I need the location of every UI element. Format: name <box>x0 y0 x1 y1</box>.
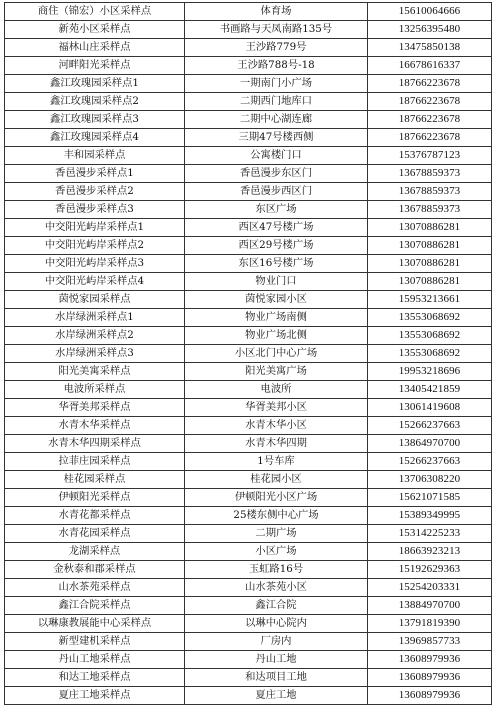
sampling-location: 鑫江合院 <box>185 597 368 615</box>
table-row <box>5 255 492 273</box>
table-row <box>5 489 492 507</box>
table-row <box>5 615 492 633</box>
contact-phone: 13884970700 <box>368 597 492 615</box>
table-row <box>5 327 492 345</box>
sampling-location: 东区广场 <box>185 201 368 219</box>
table-row <box>5 183 492 201</box>
contact-phone: 13706308220 <box>368 471 492 489</box>
sampling-point-name: 水岸绿洲采样点1 <box>5 309 185 327</box>
contact-phone: 13608979936 <box>368 651 492 669</box>
sampling-location: 1号车库 <box>185 453 368 471</box>
sampling-point-name: 水青木华四期采样点 <box>5 435 185 453</box>
table-row <box>5 21 492 39</box>
contact-phone: 15621071585 <box>368 489 492 507</box>
table-row <box>5 93 492 111</box>
contact-phone: 13864970700 <box>368 435 492 453</box>
sampling-point-name: 拉菲庄园采样点 <box>5 453 185 471</box>
sampling-point-name: 新型建机采样点 <box>5 633 185 651</box>
sampling-point-name: 桂花园采样点 <box>5 471 185 489</box>
table-row <box>5 75 492 93</box>
sampling-point-name: 中交阳光屿岸采样点4 <box>5 273 185 291</box>
sampling-location: 香邑漫步西区门 <box>185 183 368 201</box>
table-row <box>5 273 492 291</box>
contact-phone: 18766223678 <box>368 75 492 93</box>
sampling-location: 丹山工地 <box>185 651 368 669</box>
contact-phone: 13256395480 <box>368 21 492 39</box>
sampling-point-name: 鑫江玫瑰园采样点2 <box>5 93 185 111</box>
table-row <box>5 309 492 327</box>
sampling-point-name: 香邑漫步采样点1 <box>5 165 185 183</box>
sampling-point-name: 水岸绿洲采样点2 <box>5 327 185 345</box>
sampling-location: 电波所 <box>185 381 368 399</box>
contact-phone: 18766223678 <box>368 111 492 129</box>
table-row <box>5 201 492 219</box>
table-row <box>5 543 492 561</box>
sampling-location: 物业广场北侧 <box>185 327 368 345</box>
sampling-point-name: 水岸绿洲采样点3 <box>5 345 185 363</box>
sampling-location: 小区北门中心广场 <box>185 345 368 363</box>
contact-phone: 15192629363 <box>368 561 492 579</box>
table-row <box>5 147 492 165</box>
table-row <box>5 381 492 399</box>
table-row <box>5 597 492 615</box>
table-row <box>5 471 492 489</box>
table-row <box>5 651 492 669</box>
sampling-point-name: 水青花都采样点 <box>5 507 185 525</box>
contact-phone: 13678859373 <box>368 201 492 219</box>
sampling-point-name: 金秋泰和郡采样点 <box>5 561 185 579</box>
table-row <box>5 507 492 525</box>
sampling-point-name: 阳光美寓采样点 <box>5 363 185 381</box>
table-row <box>5 291 492 309</box>
table-row <box>5 399 492 417</box>
contact-phone: 18766223678 <box>368 129 492 147</box>
table-row <box>5 111 492 129</box>
contact-phone: 13553068692 <box>368 327 492 345</box>
contact-phone: 13678859373 <box>368 183 492 201</box>
sampling-location: 一期南门小广场 <box>185 75 368 93</box>
sampling-location: 桂花园小区 <box>185 471 368 489</box>
sampling-location: 水青木华四期 <box>185 435 368 453</box>
sampling-location: 王沙路779号 <box>185 39 368 57</box>
sampling-point-name: 龙湖采样点 <box>5 543 185 561</box>
sampling-point-name: 中交阳光屿岸采样点2 <box>5 237 185 255</box>
table-row <box>5 435 492 453</box>
table-row <box>5 57 492 75</box>
table-row <box>5 687 492 705</box>
sampling-point-name: 丰和园采样点 <box>5 147 185 165</box>
sampling-point-name: 鑫江玫瑰园采样点1 <box>5 75 185 93</box>
table-row <box>5 363 492 381</box>
contact-phone: 15266237663 <box>368 417 492 435</box>
table-body <box>5 3 492 705</box>
table-row <box>5 525 492 543</box>
sampling-location: 书画路与天凤南路135号 <box>185 21 368 39</box>
contact-phone: 15376787123 <box>368 147 492 165</box>
table-row <box>5 219 492 237</box>
contact-phone: 19953218696 <box>368 363 492 381</box>
sampling-points-sheet <box>4 2 491 705</box>
sampling-point-name: 茵悦家园采样点 <box>5 291 185 309</box>
sampling-point-name: 和达工地采样点 <box>5 669 185 687</box>
sampling-point-name: 伊顿阳光采样点 <box>5 489 185 507</box>
sampling-location: 东区16号楼广场 <box>185 255 368 273</box>
sampling-point-name: 福林山庄采样点 <box>5 39 185 57</box>
sampling-location: 华胥美邦小区 <box>185 399 368 417</box>
sampling-point-name: 新苑小区采样点 <box>5 21 185 39</box>
sampling-location: 体育场 <box>185 3 368 21</box>
sampling-location: 物业广场南侧 <box>185 309 368 327</box>
sampling-point-name: 水青花园采样点 <box>5 525 185 543</box>
contact-phone: 13475850138 <box>368 39 492 57</box>
table-row <box>5 3 492 21</box>
sampling-location: 厂房内 <box>185 633 368 651</box>
sampling-location: 山水茶苑小区 <box>185 579 368 597</box>
sampling-point-name: 香邑漫步采样点3 <box>5 201 185 219</box>
sampling-point-name: 山水茶苑采样点 <box>5 579 185 597</box>
table-row <box>5 129 492 147</box>
sampling-point-name: 以琳康教展能中心采样点 <box>5 615 185 633</box>
contact-phone: 13070886281 <box>368 255 492 273</box>
sampling-point-name: 鑫江玫瑰园采样点3 <box>5 111 185 129</box>
sampling-point-name: 水青木华采样点 <box>5 417 185 435</box>
table-row <box>5 165 492 183</box>
contact-phone: 13969857733 <box>368 633 492 651</box>
contact-phone: 15610064666 <box>368 3 492 21</box>
contact-phone: 13608979936 <box>368 669 492 687</box>
sampling-location: 玉虹路16号 <box>185 561 368 579</box>
contact-phone: 15314225233 <box>368 525 492 543</box>
sampling-location: 二期西门地库口 <box>185 93 368 111</box>
contact-phone: 13070886281 <box>368 219 492 237</box>
sampling-point-name: 鑫江合院采样点 <box>5 597 185 615</box>
sampling-location: 阳光美寓广场 <box>185 363 368 381</box>
sampling-location: 三期47号楼西侧 <box>185 129 368 147</box>
contact-phone: 18663923213 <box>368 543 492 561</box>
table-row <box>5 561 492 579</box>
sampling-location: 西区47号楼广场 <box>185 219 368 237</box>
sampling-location: 水青木华小区 <box>185 417 368 435</box>
contact-phone: 13791819390 <box>368 615 492 633</box>
sampling-location: 香邑漫步东区门 <box>185 165 368 183</box>
sampling-point-name: 河畔阳光采样点 <box>5 57 185 75</box>
contact-phone: 16678616337 <box>368 57 492 75</box>
sampling-point-name: 中交阳光屿岸采样点1 <box>5 219 185 237</box>
table-row <box>5 345 492 363</box>
contact-phone: 15953213661 <box>368 291 492 309</box>
sampling-points-table <box>4 2 492 705</box>
contact-phone: 13608979936 <box>368 687 492 705</box>
sampling-location: 夏庄工地 <box>185 687 368 705</box>
sampling-location: 西区29号楼广场 <box>185 237 368 255</box>
sampling-location: 25楼东侧中心广场 <box>185 507 368 525</box>
table-row <box>5 39 492 57</box>
sampling-location: 王沙路788号-18 <box>185 57 368 75</box>
table-row <box>5 417 492 435</box>
contact-phone: 13061419608 <box>368 399 492 417</box>
sampling-point-name: 商住（锦宏）小区采样点 <box>5 3 185 21</box>
sampling-point-name: 鑫江玫瑰园采样点4 <box>5 129 185 147</box>
contact-phone: 13553068692 <box>368 309 492 327</box>
sampling-location: 公寓楼门口 <box>185 147 368 165</box>
table-row <box>5 579 492 597</box>
sampling-point-name: 香邑漫步采样点2 <box>5 183 185 201</box>
contact-phone: 15266237663 <box>368 453 492 471</box>
sampling-location: 和达项目工地 <box>185 669 368 687</box>
sampling-location: 物业门口 <box>185 273 368 291</box>
sampling-location: 茵悦家园小区 <box>185 291 368 309</box>
contact-phone: 13405421859 <box>368 381 492 399</box>
contact-phone: 13678859373 <box>368 165 492 183</box>
sampling-point-name: 夏庄工地采样点 <box>5 687 185 705</box>
contact-phone: 15254203331 <box>368 579 492 597</box>
table-row <box>5 237 492 255</box>
contact-phone: 13070886281 <box>368 237 492 255</box>
sampling-point-name: 华胥美邦采样点 <box>5 399 185 417</box>
table-row <box>5 633 492 651</box>
table-row <box>5 453 492 471</box>
sampling-location: 小区广场 <box>185 543 368 561</box>
contact-phone: 18766223678 <box>368 93 492 111</box>
sampling-point-name: 电波所采样点 <box>5 381 185 399</box>
sampling-location: 伊顿阳光小区广场 <box>185 489 368 507</box>
sampling-point-name: 丹山工地采样点 <box>5 651 185 669</box>
sampling-location: 二期中心湖连廊 <box>185 111 368 129</box>
sampling-point-name: 中交阳光屿岸采样点3 <box>5 255 185 273</box>
contact-phone: 13070886281 <box>368 273 492 291</box>
table-row <box>5 669 492 687</box>
contact-phone: 15389349995 <box>368 507 492 525</box>
sampling-location: 二期广场 <box>185 525 368 543</box>
sampling-location: 以琳中心院内 <box>185 615 368 633</box>
contact-phone: 13553068692 <box>368 345 492 363</box>
